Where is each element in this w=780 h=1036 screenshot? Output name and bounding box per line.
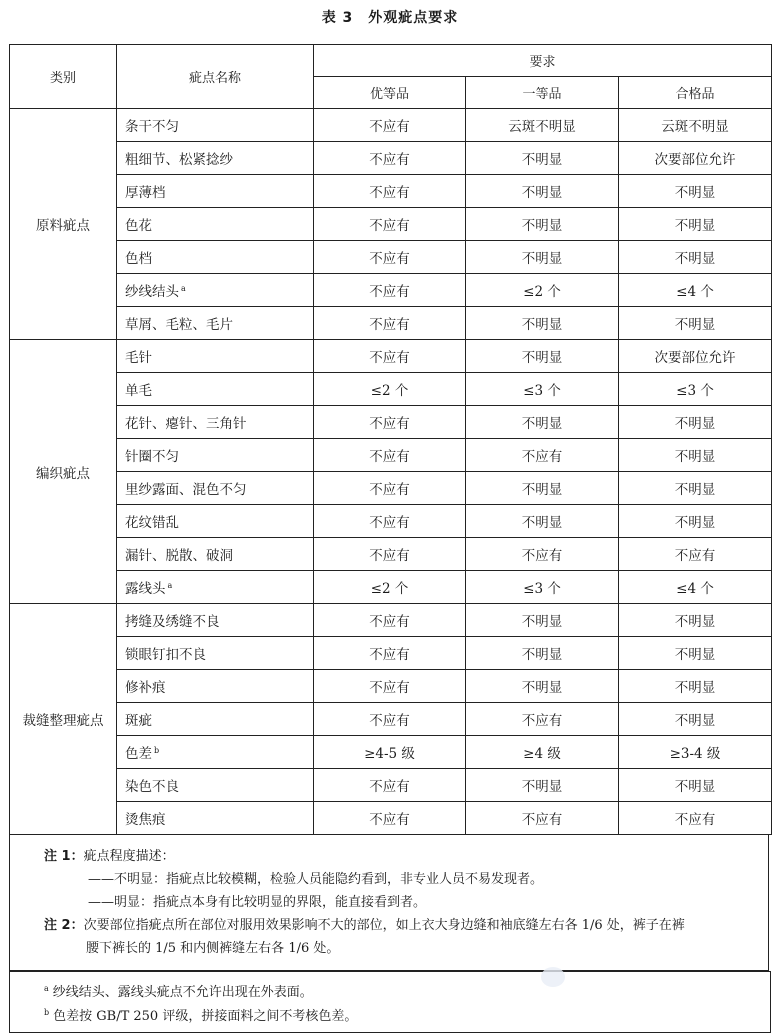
defect-name: 拷缝及绣缝不良 — [125, 614, 220, 630]
value-cell-grade-premium: 不应有 — [314, 637, 466, 670]
defect-name-cell — [117, 175, 314, 208]
table-row — [10, 373, 772, 406]
note-1-label: 注 1： — [44, 849, 84, 864]
defect-name: 里纱露面、混色不匀 — [125, 482, 247, 498]
defect-name: 纱线结头 — [125, 284, 179, 300]
defect-name-cell — [117, 208, 314, 241]
value-cell-grade-qualified: 不应有 — [619, 802, 772, 835]
table-row — [10, 241, 772, 274]
defect-name-cell — [117, 769, 314, 802]
value-cell-grade-first: 不明显 — [466, 637, 619, 670]
value-cell-grade-qualified: ≤3 个 — [619, 373, 772, 406]
value-cell-grade-premium: 不应有 — [314, 142, 466, 175]
defect-name-cell — [117, 538, 314, 571]
value-cell-grade-first: 不应有 — [466, 802, 619, 835]
defect-table — [9, 44, 772, 835]
value-cell-grade-first: ≤3 个 — [466, 373, 619, 406]
footnote-a-mark: a — [44, 984, 49, 993]
footnote-a-text: 纱线结头、露线头疵点不允许出现在外表面。 — [52, 985, 313, 1001]
watermark-logo — [541, 967, 565, 987]
table-row — [10, 142, 772, 175]
note-2 — [44, 915, 685, 937]
header-name: 疵点名称 — [117, 45, 314, 109]
table-row — [10, 736, 772, 769]
value-cell-grade-first: 不明显 — [466, 142, 619, 175]
value-cell-grade-qualified: 不明显 — [619, 670, 772, 703]
value-cell-grade-premium: 不应有 — [314, 307, 466, 340]
defect-name: 色差 — [125, 746, 152, 762]
value-cell-grade-qualified: 不明显 — [619, 307, 772, 340]
value-cell-grade-first: 不明显 — [466, 241, 619, 274]
value-cell-grade-premium: 不应有 — [314, 769, 466, 802]
defect-name: 单毛 — [125, 383, 152, 399]
table-row — [10, 208, 772, 241]
value-cell-grade-qualified: ≥3-4 级 — [619, 736, 772, 769]
footnote-marker: b — [154, 745, 160, 755]
value-cell-grade-qualified: 不明显 — [619, 703, 772, 736]
value-cell-grade-premium: 不应有 — [314, 340, 466, 373]
defect-name: 修补痕 — [125, 680, 166, 696]
note-2-label: 注 2： — [44, 918, 84, 933]
value-cell-grade-premium: 不应有 — [314, 439, 466, 472]
header-category: 类别 — [10, 45, 117, 109]
table-row — [10, 307, 772, 340]
defect-name: 漏针、脱散、破洞 — [125, 548, 233, 564]
table-row — [10, 439, 772, 472]
value-cell-grade-qualified: 不明显 — [619, 472, 772, 505]
value-cell-grade-first: 不明显 — [466, 208, 619, 241]
table-row — [10, 769, 772, 802]
defect-name-cell — [117, 340, 314, 373]
value-cell-grade-qualified: 云斑不明显 — [619, 109, 772, 142]
note-1-item-unclear: ——不明显：指疵点比较模糊，检验人员能隐约看到，非专业人员不易发现者。 — [88, 872, 544, 887]
defect-name-cell — [117, 604, 314, 637]
defect-name-cell — [117, 571, 314, 604]
value-cell-grade-premium: ≥4-5 级 — [314, 736, 466, 769]
defect-name-cell — [117, 439, 314, 472]
defect-name-cell — [117, 802, 314, 835]
value-cell-grade-qualified: 不明显 — [619, 241, 772, 274]
header-grade-premium: 优等品 — [314, 77, 466, 109]
value-cell-grade-qualified: 不明显 — [619, 406, 772, 439]
value-cell-grade-premium: 不应有 — [314, 604, 466, 637]
value-cell-grade-qualified: 不明显 — [619, 769, 772, 802]
defect-name: 色花 — [125, 218, 152, 234]
defect-name: 花纹错乱 — [125, 515, 179, 531]
value-cell-grade-premium: 不应有 — [314, 241, 466, 274]
defect-name-cell — [117, 241, 314, 274]
value-cell-grade-premium: 不应有 — [314, 802, 466, 835]
value-cell-grade-first: 不明显 — [466, 175, 619, 208]
value-cell-grade-premium: ≤2 个 — [314, 373, 466, 406]
value-cell-grade-premium: 不应有 — [314, 274, 466, 307]
value-cell-grade-first: 不明显 — [466, 769, 619, 802]
value-cell-grade-qualified: ≤4 个 — [619, 274, 772, 307]
value-cell-grade-qualified: 不明显 — [619, 175, 772, 208]
header-grade-qualified: 合格品 — [619, 77, 772, 109]
value-cell-grade-first: 不明显 — [466, 505, 619, 538]
footnote-b-text: 色差按 GB/T 250 评级，拼接面料之间不考核色差。 — [53, 1009, 358, 1025]
defect-name: 草屑、毛粒、毛片 — [125, 317, 233, 333]
value-cell-grade-first: ≤2 个 — [466, 274, 619, 307]
defect-name-cell — [117, 406, 314, 439]
table-row — [10, 505, 772, 538]
defect-name: 锁眼钉扣不良 — [125, 647, 206, 663]
value-cell-grade-first: ≤3 个 — [466, 571, 619, 604]
value-cell-grade-premium: 不应有 — [314, 472, 466, 505]
value-cell-grade-first: 不明显 — [466, 670, 619, 703]
table-body — [10, 109, 772, 835]
value-cell-grade-qualified: ≤4 个 — [619, 571, 772, 604]
value-cell-grade-first: 不应有 — [466, 538, 619, 571]
defect-name: 色档 — [125, 251, 152, 267]
table-row — [10, 274, 772, 307]
value-cell-grade-qualified: 不明显 — [619, 604, 772, 637]
value-cell-grade-premium: 不应有 — [314, 703, 466, 736]
value-cell-grade-premium: 不应有 — [314, 109, 466, 142]
table-row — [10, 571, 772, 604]
value-cell-grade-qualified: 不明显 — [619, 208, 772, 241]
value-cell-grade-first: 不明显 — [466, 472, 619, 505]
defect-name-cell — [117, 505, 314, 538]
table-row — [10, 406, 772, 439]
defect-name: 针圈不匀 — [125, 449, 179, 465]
value-cell-grade-premium: 不应有 — [314, 208, 466, 241]
table-row — [10, 802, 772, 835]
table-row — [10, 175, 772, 208]
defect-name-cell — [117, 703, 314, 736]
defect-name-cell — [117, 373, 314, 406]
notes-block — [9, 834, 769, 971]
value-cell-grade-qualified: 不明显 — [619, 439, 772, 472]
note-1-item-clear: ——明显：指疵点本身有比较明显的界限，能直接看到者。 — [88, 895, 427, 910]
defect-name-cell — [117, 670, 314, 703]
value-cell-grade-first: ≥4 级 — [466, 736, 619, 769]
table-row — [10, 604, 772, 637]
value-cell-grade-first: 不应有 — [466, 439, 619, 472]
defect-name: 烫焦痕 — [125, 812, 166, 828]
table-title: 表 3 外观疵点要求 — [321, 10, 459, 26]
value-cell-grade-qualified: 不明显 — [619, 637, 772, 670]
note-1 — [44, 846, 175, 868]
footnote-marker: a — [181, 283, 186, 293]
footnotes-block — [9, 971, 771, 1033]
table-row — [10, 670, 772, 703]
value-cell-grade-premium: 不应有 — [314, 406, 466, 439]
value-cell-grade-qualified: 次要部位允许 — [619, 142, 772, 175]
defect-name-cell — [117, 274, 314, 307]
value-cell-grade-premium: 不应有 — [314, 538, 466, 571]
defect-name: 斑疵 — [125, 713, 152, 729]
footnote-a — [42, 978, 313, 1004]
note-1-text: 疵点程度描述： — [83, 849, 175, 864]
value-cell-grade-first: 不明显 — [466, 604, 619, 637]
value-cell-grade-premium: 不应有 — [314, 505, 466, 538]
value-cell-grade-first: 云斑不明显 — [466, 109, 619, 142]
table-row — [10, 538, 772, 571]
table-row — [10, 472, 772, 505]
defect-name: 花针、瘪针、三角针 — [125, 416, 247, 432]
defect-name-cell — [117, 472, 314, 505]
value-cell-grade-first: 不明显 — [466, 307, 619, 340]
value-cell-grade-first: 不应有 — [466, 703, 619, 736]
defect-name-cell — [117, 142, 314, 175]
footnote-marker: a — [167, 580, 173, 590]
value-cell-grade-qualified: 不应有 — [619, 538, 772, 571]
defect-name: 毛针 — [125, 350, 152, 366]
defect-name-cell — [117, 637, 314, 670]
category-cell: 编织疵点 — [10, 340, 117, 604]
note-2-line-2: 腰下裤长的 1/5 和内侧裤缝左右各 1/6 处。 — [86, 941, 340, 956]
table-row — [10, 109, 772, 142]
category-cell: 裁缝整理疵点 — [10, 604, 117, 835]
table-row — [10, 637, 772, 670]
value-cell-grade-premium: ≤2 个 — [314, 571, 466, 604]
value-cell-grade-qualified: 次要部位允许 — [619, 340, 772, 373]
defect-name-cell — [117, 109, 314, 142]
defect-name: 条干不匀 — [125, 119, 179, 135]
footnote-b-mark: b — [44, 1008, 50, 1017]
defect-name: 露线头 — [125, 581, 166, 597]
defect-name-cell — [117, 736, 314, 769]
defect-name-cell — [117, 307, 314, 340]
defect-name: 粗细节、松紧捻纱 — [125, 152, 233, 168]
value-cell-grade-qualified: 不明显 — [619, 505, 772, 538]
value-cell-grade-first: 不明显 — [466, 406, 619, 439]
value-cell-grade-premium: 不应有 — [314, 670, 466, 703]
defect-name: 厚薄档 — [125, 185, 166, 201]
value-cell-grade-first: 不明显 — [466, 340, 619, 373]
header-grade-first: 一等品 — [466, 77, 619, 109]
note-2-line-1: 次要部位指疵点所在部位对服用效果影响不大的部位，如上衣大身边缝和袖底缝左右各 1/6 处，裤子在裤 — [83, 918, 685, 933]
category-cell: 原料疵点 — [10, 109, 117, 340]
value-cell-grade-premium: 不应有 — [314, 175, 466, 208]
footnote-b — [42, 1002, 357, 1028]
table-row — [10, 703, 772, 736]
table-row — [10, 340, 772, 373]
header-requirement: 要求 — [314, 45, 772, 77]
defect-name: 染色不良 — [125, 779, 179, 795]
